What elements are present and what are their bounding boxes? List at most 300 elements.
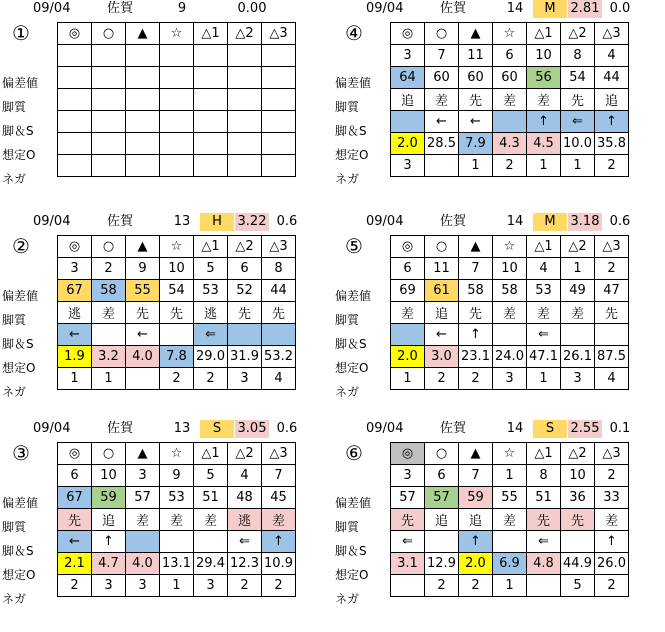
mark-cell: △3 — [595, 23, 629, 45]
grid-cell: 7 — [262, 465, 296, 487]
grid-cell: 2 — [595, 465, 629, 487]
style-row — [58, 89, 296, 111]
grid-cell: 69 — [391, 280, 425, 302]
grid-cell: 差 — [493, 89, 527, 111]
grid-cell — [262, 324, 296, 346]
grid-cell: 3.2 — [92, 346, 126, 368]
grid-cell: 2 — [595, 155, 629, 177]
grid-cell: 追 — [92, 509, 126, 531]
grid-cell: 先 — [527, 509, 561, 531]
mark-cell: ☆ — [160, 443, 194, 465]
grid-cell: 13.1 — [160, 553, 194, 575]
grid-cell: 7 — [459, 465, 493, 487]
grid-cell — [493, 324, 527, 346]
mark-cell: △1 — [527, 443, 561, 465]
grid-cell: 追 — [595, 89, 629, 111]
grid-cell — [262, 155, 296, 177]
grid-cell: ← — [425, 324, 459, 346]
grid-cell: 1 — [527, 155, 561, 177]
mark-cell: ◎ — [58, 23, 92, 45]
grid-cell — [92, 67, 126, 89]
mark-cell: △2 — [561, 443, 595, 465]
grid-cell: 9 — [126, 258, 160, 280]
grid-cell: 87.5 — [595, 346, 629, 368]
race-score: 0.00 — [237, 1, 267, 16]
grid-cell: 58 — [493, 280, 527, 302]
grid-cell: 61 — [425, 280, 459, 302]
grid-cell: 67 — [58, 280, 92, 302]
row-label: ネガ — [2, 385, 27, 399]
race-level-badge — [200, 0, 234, 18]
grid-cell: ↑ — [459, 324, 493, 346]
grid-cell — [228, 89, 262, 111]
grid-cell: 5 — [561, 575, 595, 597]
grid-cell: 53 — [527, 280, 561, 302]
grid-cell: 3 — [493, 368, 527, 390]
row-label: 想定O — [2, 568, 36, 582]
odds-row — [58, 133, 296, 155]
pace-row — [391, 324, 629, 346]
mark-cell: ○ — [92, 236, 126, 258]
race-date: 09/04 — [33, 421, 71, 436]
grid-cell: 36 — [561, 487, 595, 509]
grid-cell: 1 — [493, 465, 527, 487]
row-label: ネガ — [2, 592, 27, 606]
grid-cell — [194, 133, 228, 155]
grid-cell: 3 — [58, 258, 92, 280]
runner-count: 14 — [506, 1, 524, 16]
race-date: 09/04 — [366, 421, 404, 436]
mark-cell: ▲ — [126, 23, 160, 45]
grid-cell: 4 — [228, 465, 262, 487]
grid-cell — [160, 324, 194, 346]
mark-row — [58, 443, 296, 465]
mark-cell: ☆ — [493, 23, 527, 45]
grid-cell: 差 — [527, 302, 561, 324]
grid-cell: 先 — [262, 302, 296, 324]
grid-cell: 2.0 — [391, 133, 425, 155]
race-date: 09/04 — [366, 214, 404, 229]
grid-cell: 55 — [493, 487, 527, 509]
nega-row — [58, 368, 296, 390]
grid-cell: 6 — [493, 45, 527, 67]
grid-cell: 10 — [92, 465, 126, 487]
mark-row — [391, 236, 629, 258]
race-score: 3.18 — [568, 213, 602, 231]
row-label: 想定O — [335, 148, 369, 162]
grid-cell: 60 — [425, 67, 459, 89]
grid-cell — [58, 111, 92, 133]
race-header — [333, 213, 663, 231]
pace-row — [58, 324, 296, 346]
mark-cell: △3 — [262, 236, 296, 258]
grid-cell: 2 — [194, 368, 228, 390]
grid-cell: 3 — [561, 368, 595, 390]
grid-cell — [561, 531, 595, 553]
grid-cell: 6 — [58, 465, 92, 487]
mark-cell: △1 — [194, 236, 228, 258]
mark-cell: ☆ — [493, 236, 527, 258]
grid-cell: 2 — [459, 575, 493, 597]
grid-cell: 3 — [92, 575, 126, 597]
grid-cell: 1 — [58, 368, 92, 390]
grid-cell: ← — [126, 324, 160, 346]
grid-cell: 1 — [527, 368, 561, 390]
runner-count: 13 — [173, 421, 191, 436]
grid-cell: 23.1 — [459, 346, 493, 368]
grid-cell — [126, 111, 160, 133]
grid-cell: 58 — [459, 280, 493, 302]
grid-cell: 3 — [228, 368, 262, 390]
grid-cell: 10 — [493, 258, 527, 280]
grid-cell: ↑ — [459, 531, 493, 553]
grid-cell: 差 — [493, 302, 527, 324]
grid-cell — [595, 324, 629, 346]
race-panel — [333, 213, 665, 423]
race-level-badge: S — [200, 420, 234, 438]
grid-cell: 逃 — [194, 302, 228, 324]
grid-cell — [228, 67, 262, 89]
grid-cell: 2 — [58, 575, 92, 597]
grid-cell: 4.0 — [126, 553, 160, 575]
style-row — [58, 509, 296, 531]
mark-cell: ○ — [425, 443, 459, 465]
horse-number-row — [391, 258, 629, 280]
grid-cell: 差 — [194, 509, 228, 531]
grid-cell — [92, 155, 126, 177]
grid-cell — [262, 45, 296, 67]
row-label: 想定O — [2, 361, 36, 375]
grid-cell: 先 — [561, 509, 595, 531]
grid-cell: 54 — [160, 280, 194, 302]
grid-cell — [126, 368, 160, 390]
horse-number-row — [58, 465, 296, 487]
grid-cell: 52 — [228, 280, 262, 302]
pace-row — [391, 531, 629, 553]
grid-cell: 6 — [425, 465, 459, 487]
grid-cell: 49 — [561, 280, 595, 302]
grid-cell: ⇐ — [527, 324, 561, 346]
grid-cell: 差 — [595, 509, 629, 531]
mark-cell: △1 — [194, 23, 228, 45]
grid-cell — [194, 155, 228, 177]
race-header — [333, 420, 663, 438]
grid-cell: 55 — [126, 280, 160, 302]
grid-cell — [527, 575, 561, 597]
race-level-badge: H — [200, 213, 234, 231]
mark-cell: ◎ — [391, 23, 425, 45]
grid-cell: 26.1 — [561, 346, 595, 368]
grid-cell — [58, 133, 92, 155]
race-grid — [57, 442, 296, 597]
grid-cell: 4 — [262, 368, 296, 390]
grid-cell: 57 — [425, 487, 459, 509]
mark-cell: ◎ — [391, 443, 425, 465]
mark-cell: ▲ — [459, 23, 493, 45]
grid-cell: 先 — [160, 302, 194, 324]
grid-cell: 35.8 — [595, 133, 629, 155]
pace-row — [391, 111, 629, 133]
grid-cell: 10 — [160, 258, 194, 280]
grid-cell: 2 — [228, 575, 262, 597]
grid-cell: 2 — [160, 368, 194, 390]
grid-cell: 59 — [92, 487, 126, 509]
row-label: 想定O — [335, 361, 369, 375]
race-header — [333, 0, 663, 18]
race-extra-value: 0.1 — [609, 421, 631, 436]
grid-cell — [493, 111, 527, 133]
race-date: 09/04 — [366, 1, 404, 16]
race-score: 2.81 — [568, 0, 602, 18]
deviation-row — [58, 487, 296, 509]
race-number: ③ — [12, 441, 30, 465]
mark-cell: △2 — [561, 236, 595, 258]
grid-cell: 44 — [262, 280, 296, 302]
grid-cell — [228, 111, 262, 133]
deviation-row — [58, 280, 296, 302]
grid-cell: 4.0 — [126, 346, 160, 368]
grid-cell — [58, 45, 92, 67]
grid-cell: 差 — [160, 509, 194, 531]
grid-cell — [262, 111, 296, 133]
row-label: 脚＆S — [335, 337, 367, 351]
grid-cell: 3 — [194, 575, 228, 597]
grid-cell: 4 — [595, 45, 629, 67]
grid-cell: 12.9 — [425, 553, 459, 575]
grid-cell: 53 — [160, 487, 194, 509]
grid-cell: 2.0 — [391, 346, 425, 368]
grid-cell: 逃 — [58, 302, 92, 324]
mark-cell: ▲ — [459, 236, 493, 258]
grid-cell: 3 — [126, 465, 160, 487]
mark-cell: ☆ — [160, 236, 194, 258]
race-number: ① — [12, 21, 30, 45]
grid-cell: 8 — [527, 465, 561, 487]
grid-cell: 51 — [527, 487, 561, 509]
row-label: 偏差値 — [335, 76, 372, 90]
grid-cell — [194, 45, 228, 67]
race-extra-value: 0.6 — [276, 421, 298, 436]
odds-row — [391, 133, 629, 155]
mark-row — [58, 23, 296, 45]
grid-cell: 先 — [595, 302, 629, 324]
grid-cell: 64 — [391, 67, 425, 89]
grid-cell: 60 — [493, 67, 527, 89]
grid-cell: 4 — [595, 368, 629, 390]
row-label: 脚質 — [335, 100, 360, 114]
race-grid — [57, 22, 296, 177]
grid-cell: 差 — [262, 509, 296, 531]
grid-cell — [194, 67, 228, 89]
grid-cell: 9 — [160, 465, 194, 487]
grid-cell: 追 — [425, 302, 459, 324]
grid-cell: 44 — [595, 67, 629, 89]
row-label: 脚質 — [335, 313, 360, 327]
grid-cell — [228, 133, 262, 155]
grid-cell: ⇐ — [527, 531, 561, 553]
mark-cell: ▲ — [126, 236, 160, 258]
grid-cell: 51 — [194, 487, 228, 509]
mark-row — [391, 443, 629, 465]
odds-row — [391, 553, 629, 575]
mark-cell: ☆ — [493, 443, 527, 465]
grid-cell: 5 — [194, 465, 228, 487]
deviation-row — [391, 67, 629, 89]
race-venue: 佐賀 — [439, 214, 466, 229]
grid-cell — [58, 89, 92, 111]
grid-cell: 67 — [58, 487, 92, 509]
grid-cell: 45 — [262, 487, 296, 509]
grid-cell: 先 — [58, 509, 92, 531]
grid-cell: 差 — [391, 302, 425, 324]
grid-cell: 追 — [425, 509, 459, 531]
grid-cell: ↑ — [92, 531, 126, 553]
grid-cell: ⇐ — [194, 324, 228, 346]
grid-cell: 先 — [391, 509, 425, 531]
mark-cell: △3 — [262, 443, 296, 465]
grid-cell: 追 — [391, 89, 425, 111]
grid-cell — [262, 133, 296, 155]
grid-cell: ⇐ — [391, 531, 425, 553]
grid-cell — [228, 45, 262, 67]
grid-cell: 28.5 — [425, 133, 459, 155]
race-venue: 佐賀 — [439, 1, 466, 16]
mark-cell: △2 — [561, 23, 595, 45]
race-extra-value: 0.6 — [609, 214, 631, 229]
grid-cell: 6 — [391, 258, 425, 280]
runner-count: 13 — [173, 214, 191, 229]
grid-cell: 2.0 — [459, 553, 493, 575]
grid-cell: 3 — [391, 45, 425, 67]
grid-cell — [58, 67, 92, 89]
mark-cell: ○ — [425, 236, 459, 258]
grid-cell: 2 — [595, 575, 629, 597]
grid-cell: 6 — [228, 258, 262, 280]
style-row — [391, 89, 629, 111]
row-label: 偏差値 — [2, 76, 39, 90]
deviation-row — [391, 487, 629, 509]
grid-cell: 2 — [595, 258, 629, 280]
grid-cell — [262, 89, 296, 111]
grid-cell — [194, 89, 228, 111]
grid-cell: ↑ — [527, 111, 561, 133]
grid-cell — [262, 67, 296, 89]
grid-cell: 差 — [561, 302, 595, 324]
grid-cell: 2 — [493, 155, 527, 177]
race-number: ④ — [345, 21, 363, 45]
grid-cell: 7 — [459, 258, 493, 280]
grid-cell — [493, 531, 527, 553]
runner-count: 14 — [506, 214, 524, 229]
mark-cell: △1 — [527, 23, 561, 45]
grid-cell — [92, 111, 126, 133]
style-row — [391, 302, 629, 324]
runner-count: 9 — [177, 1, 187, 16]
mark-cell: ○ — [425, 23, 459, 45]
odds-row — [58, 346, 296, 368]
race-venue: 佐賀 — [106, 1, 133, 16]
grid-cell — [425, 155, 459, 177]
grid-cell: 12.3 — [228, 553, 262, 575]
grid-cell: 31.9 — [228, 346, 262, 368]
race-header — [0, 420, 330, 438]
grid-cell: 3 — [391, 465, 425, 487]
race-panel — [0, 420, 332, 630]
mark-cell: △1 — [527, 236, 561, 258]
race-level-badge: S — [533, 420, 567, 438]
grid-cell: 2 — [262, 575, 296, 597]
grid-cell: 差 — [92, 302, 126, 324]
grid-cell: 10 — [527, 45, 561, 67]
nega-row — [391, 155, 629, 177]
grid-cell: 10.0 — [561, 133, 595, 155]
mark-cell: △3 — [262, 23, 296, 45]
grid-cell — [425, 531, 459, 553]
grid-cell — [92, 133, 126, 155]
grid-cell: 53.2 — [262, 346, 296, 368]
horse-number-row — [391, 45, 629, 67]
grid-cell: 先 — [561, 89, 595, 111]
race-panel — [333, 420, 665, 630]
row-label: 偏差値 — [2, 496, 39, 510]
grid-cell: 差 — [527, 89, 561, 111]
grid-cell: ← — [459, 111, 493, 133]
grid-cell: 60 — [459, 67, 493, 89]
mark-cell: ◎ — [58, 443, 92, 465]
grid-cell: 29.0 — [194, 346, 228, 368]
race-number: ⑥ — [345, 441, 363, 465]
grid-cell: 3 — [126, 575, 160, 597]
grid-cell: 57 — [391, 487, 425, 509]
grid-cell: 7 — [425, 45, 459, 67]
race-level-badge: M — [533, 0, 567, 18]
race-number: ② — [12, 234, 30, 258]
race-extra-value: 0.0 — [609, 1, 631, 16]
runner-count: 14 — [506, 421, 524, 436]
race-grid — [390, 235, 629, 390]
row-label: ネガ — [335, 385, 360, 399]
grid-cell: 26.0 — [595, 553, 629, 575]
grid-cell: 逃 — [228, 509, 262, 531]
race-panel — [0, 0, 332, 210]
grid-cell: 4.8 — [527, 553, 561, 575]
grid-cell: ← — [58, 324, 92, 346]
grid-cell: ↑ — [595, 111, 629, 133]
mark-cell: △2 — [228, 23, 262, 45]
grid-cell — [126, 89, 160, 111]
grid-cell: 4.5 — [527, 133, 561, 155]
race-date: 09/04 — [33, 214, 71, 229]
row-label: 脚＆S — [2, 544, 34, 558]
race-grid — [57, 235, 296, 390]
grid-cell — [126, 67, 160, 89]
grid-cell — [126, 45, 160, 67]
grid-cell: 3.0 — [425, 346, 459, 368]
grid-cell: 先 — [459, 302, 493, 324]
nega-row — [58, 155, 296, 177]
grid-cell: ⇐ — [561, 111, 595, 133]
grid-cell: ↑ — [595, 531, 629, 553]
grid-cell: 1 — [459, 155, 493, 177]
grid-cell — [160, 45, 194, 67]
grid-cell — [391, 324, 425, 346]
grid-cell: ← — [425, 111, 459, 133]
row-label: 脚質 — [2, 313, 27, 327]
race-score: 3.05 — [235, 420, 269, 438]
mark-cell: ▲ — [459, 443, 493, 465]
race-venue: 佐賀 — [106, 421, 133, 436]
grid-cell: ⇐ — [228, 531, 262, 553]
